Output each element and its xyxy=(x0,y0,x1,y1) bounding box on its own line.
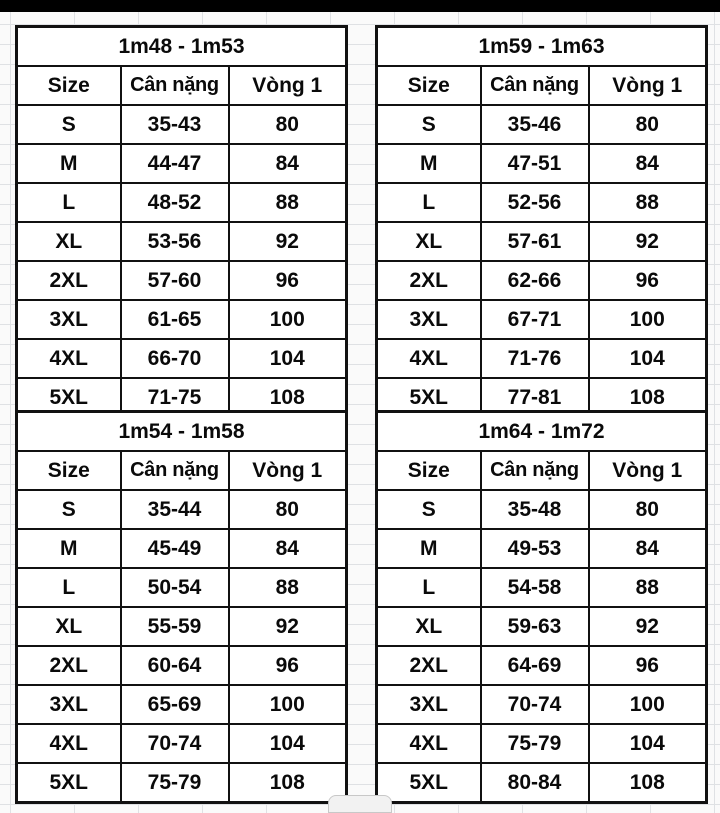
bust-cell: 108 xyxy=(589,763,707,803)
table-title: 1m54 - 1m58 xyxy=(17,412,347,452)
bust-cell: 100 xyxy=(229,300,347,339)
table-row xyxy=(17,144,347,183)
size-cell: L xyxy=(377,183,481,222)
bust-cell: 92 xyxy=(589,607,707,646)
bust-cell: 104 xyxy=(229,724,347,763)
table-row xyxy=(17,529,347,568)
bust-cell: 92 xyxy=(229,607,347,646)
table-row xyxy=(377,490,707,529)
table-title-row xyxy=(377,412,707,452)
header-bust: Vòng 1 xyxy=(229,451,347,490)
weight-cell: 35-44 xyxy=(121,490,229,529)
weight-cell: 35-46 xyxy=(481,105,589,144)
top-black-bar xyxy=(0,0,720,12)
bust-cell: 108 xyxy=(229,763,347,803)
table-row xyxy=(377,300,707,339)
header-size: Size xyxy=(17,451,121,490)
size-cell: L xyxy=(17,568,121,607)
weight-cell: 64-69 xyxy=(481,646,589,685)
header-bust: Vòng 1 xyxy=(589,451,707,490)
weight-cell: 44-47 xyxy=(121,144,229,183)
table-title-row xyxy=(17,27,347,67)
bust-cell: 96 xyxy=(589,261,707,300)
sheet-tab[interactable] xyxy=(328,795,392,813)
weight-cell: 57-61 xyxy=(481,222,589,261)
weight-cell: 45-49 xyxy=(121,529,229,568)
table-row xyxy=(17,300,347,339)
bust-cell: 104 xyxy=(589,339,707,378)
weight-cell: 53-56 xyxy=(121,222,229,261)
size-cell: XL xyxy=(17,607,121,646)
header-weight: Cân nặng xyxy=(481,451,589,490)
bust-cell: 88 xyxy=(589,568,707,607)
weight-cell: 55-59 xyxy=(121,607,229,646)
bust-cell: 100 xyxy=(229,685,347,724)
table-row xyxy=(377,568,707,607)
table-row xyxy=(17,607,347,646)
bust-cell: 92 xyxy=(589,222,707,261)
size-cell: 5XL xyxy=(377,378,481,418)
size-cell: L xyxy=(377,568,481,607)
bust-cell: 84 xyxy=(229,529,347,568)
size-cell: XL xyxy=(17,222,121,261)
size-cell: S xyxy=(377,105,481,144)
table-row xyxy=(377,105,707,144)
size-cell: 4XL xyxy=(17,339,121,378)
header-size: Size xyxy=(377,66,481,105)
weight-cell: 70-74 xyxy=(481,685,589,724)
table-row xyxy=(377,646,707,685)
bust-cell: 100 xyxy=(589,300,707,339)
size-table-1m48-1m53 xyxy=(15,25,348,419)
size-cell: 3XL xyxy=(377,685,481,724)
size-cell: XL xyxy=(377,607,481,646)
weight-cell: 49-53 xyxy=(481,529,589,568)
size-cell: 5XL xyxy=(17,378,121,418)
size-cell: S xyxy=(17,490,121,529)
table-header-row xyxy=(17,451,347,490)
weight-cell: 71-76 xyxy=(481,339,589,378)
header-bust: Vòng 1 xyxy=(229,66,347,105)
weight-cell: 77-81 xyxy=(481,378,589,418)
table-row xyxy=(377,724,707,763)
header-size: Size xyxy=(17,66,121,105)
size-cell: 3XL xyxy=(17,300,121,339)
bust-cell: 96 xyxy=(589,646,707,685)
size-cell: S xyxy=(377,490,481,529)
size-cell: 4XL xyxy=(17,724,121,763)
size-cell: 5XL xyxy=(377,763,481,803)
weight-cell: 75-79 xyxy=(121,763,229,803)
table-row xyxy=(377,685,707,724)
table-row xyxy=(17,646,347,685)
size-cell: 2XL xyxy=(17,646,121,685)
size-cell: 4XL xyxy=(377,339,481,378)
table-title-row xyxy=(377,27,707,67)
weight-cell: 80-84 xyxy=(481,763,589,803)
header-weight: Cân nặng xyxy=(121,66,229,105)
weight-cell: 75-79 xyxy=(481,724,589,763)
header-weight: Cân nặng xyxy=(481,66,589,105)
size-table-1m59-1m63 xyxy=(375,25,708,419)
size-cell: M xyxy=(377,529,481,568)
table-row xyxy=(377,339,707,378)
bust-cell: 100 xyxy=(589,685,707,724)
table-title: 1m59 - 1m63 xyxy=(377,27,707,67)
size-cell: 5XL xyxy=(17,763,121,803)
bust-cell: 80 xyxy=(229,105,347,144)
table-row xyxy=(17,568,347,607)
table-row xyxy=(377,183,707,222)
weight-cell: 52-56 xyxy=(481,183,589,222)
weight-cell: 47-51 xyxy=(481,144,589,183)
table-row xyxy=(17,763,347,803)
bust-cell: 80 xyxy=(229,490,347,529)
size-cell: M xyxy=(377,144,481,183)
size-cell: 2XL xyxy=(377,261,481,300)
bust-cell: 108 xyxy=(229,378,347,418)
size-cell: M xyxy=(17,144,121,183)
table-header-row xyxy=(377,66,707,105)
weight-cell: 57-60 xyxy=(121,261,229,300)
size-cell: XL xyxy=(377,222,481,261)
table-row xyxy=(17,261,347,300)
table-row xyxy=(377,144,707,183)
size-cell: L xyxy=(17,183,121,222)
weight-cell: 65-69 xyxy=(121,685,229,724)
bust-cell: 80 xyxy=(589,490,707,529)
size-table-1m64-1m72 xyxy=(375,410,708,804)
weight-cell: 62-66 xyxy=(481,261,589,300)
table-title: 1m48 - 1m53 xyxy=(17,27,347,67)
bust-cell: 84 xyxy=(589,529,707,568)
bust-cell: 88 xyxy=(229,568,347,607)
weight-cell: 71-75 xyxy=(121,378,229,418)
size-cell: M xyxy=(17,529,121,568)
weight-cell: 35-43 xyxy=(121,105,229,144)
table-row xyxy=(17,105,347,144)
weight-cell: 50-54 xyxy=(121,568,229,607)
table-row xyxy=(377,763,707,803)
table-header-row xyxy=(377,451,707,490)
bust-cell: 104 xyxy=(229,339,347,378)
size-cell: 4XL xyxy=(377,724,481,763)
size-cell: S xyxy=(17,105,121,144)
table-row xyxy=(17,339,347,378)
bust-cell: 88 xyxy=(589,183,707,222)
table-row xyxy=(17,183,347,222)
bust-cell: 96 xyxy=(229,646,347,685)
size-cell: 2XL xyxy=(377,646,481,685)
table-row xyxy=(17,724,347,763)
bust-cell: 92 xyxy=(229,222,347,261)
table-row xyxy=(17,222,347,261)
weight-cell: 48-52 xyxy=(121,183,229,222)
table-row xyxy=(17,685,347,724)
weight-cell: 35-48 xyxy=(481,490,589,529)
weight-cell: 59-63 xyxy=(481,607,589,646)
bust-cell: 96 xyxy=(229,261,347,300)
table-title-row xyxy=(17,412,347,452)
bust-cell: 104 xyxy=(589,724,707,763)
size-cell: 3XL xyxy=(17,685,121,724)
weight-cell: 66-70 xyxy=(121,339,229,378)
size-cell: 3XL xyxy=(377,300,481,339)
bust-cell: 108 xyxy=(589,378,707,418)
weight-cell: 67-71 xyxy=(481,300,589,339)
table-row xyxy=(377,222,707,261)
table-header-row xyxy=(17,66,347,105)
bust-cell: 80 xyxy=(589,105,707,144)
weight-cell: 54-58 xyxy=(481,568,589,607)
weight-cell: 70-74 xyxy=(121,724,229,763)
table-row xyxy=(17,490,347,529)
header-size: Size xyxy=(377,451,481,490)
weight-cell: 61-65 xyxy=(121,300,229,339)
table-row xyxy=(377,529,707,568)
table-row xyxy=(377,261,707,300)
bust-cell: 88 xyxy=(229,183,347,222)
weight-cell: 60-64 xyxy=(121,646,229,685)
bust-cell: 84 xyxy=(229,144,347,183)
table-title: 1m64 - 1m72 xyxy=(377,412,707,452)
table-row xyxy=(377,607,707,646)
header-weight: Cân nặng xyxy=(121,451,229,490)
bust-cell: 84 xyxy=(589,144,707,183)
size-cell: 2XL xyxy=(17,261,121,300)
header-bust: Vòng 1 xyxy=(589,66,707,105)
size-table-1m54-1m58 xyxy=(15,410,348,804)
